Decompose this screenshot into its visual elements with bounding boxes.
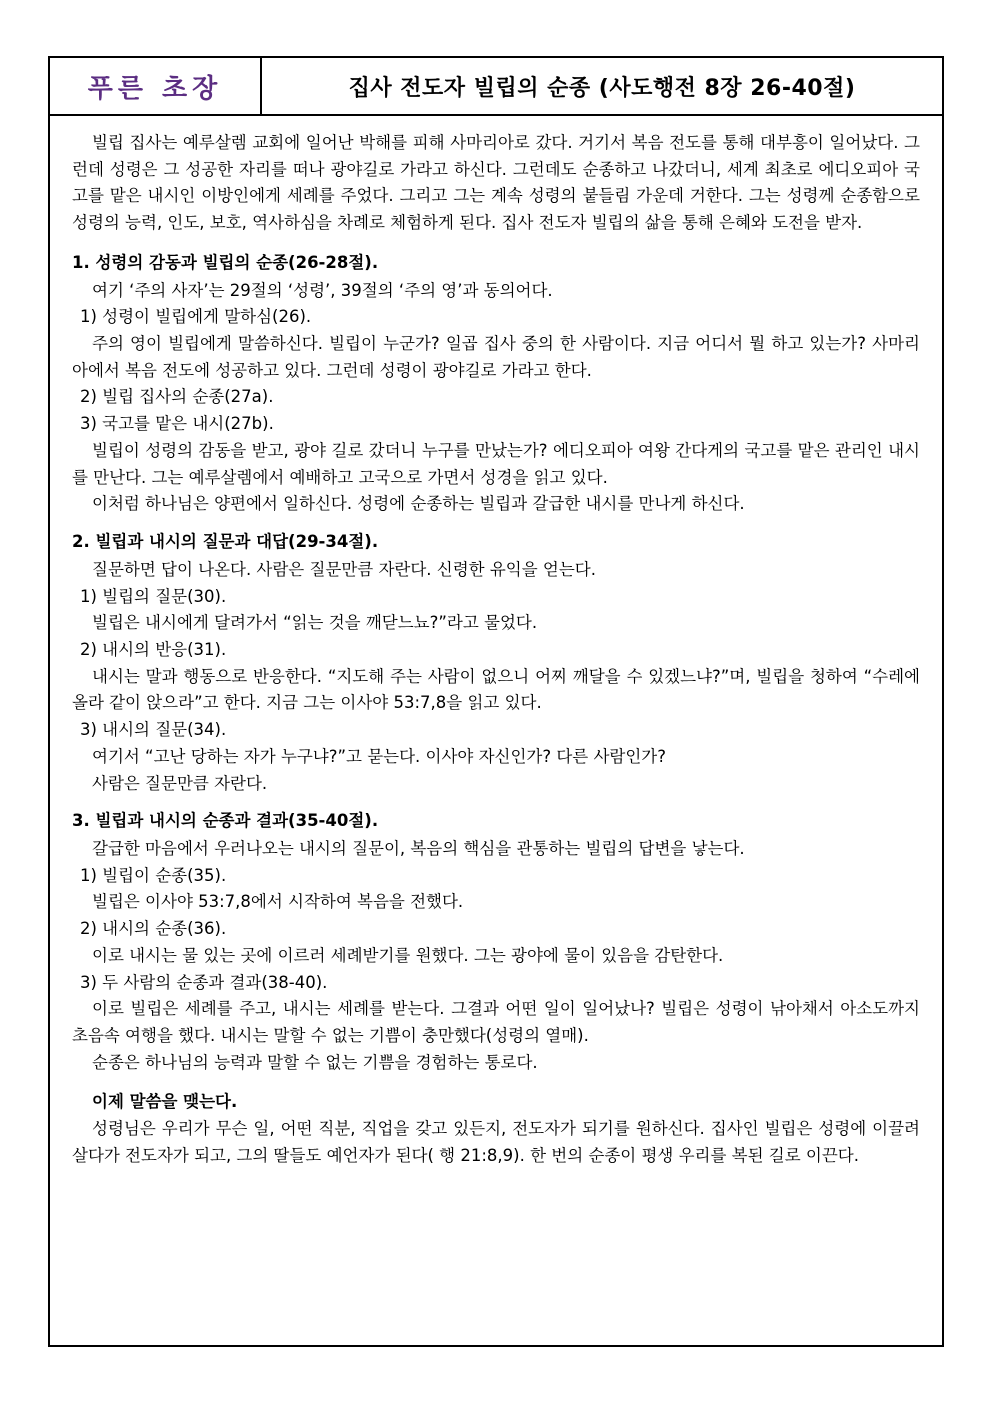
section-line: 여기 ‘주의 사자’는 29절의 ‘성령’, 39절의 ‘주의 영’과 동의어다. — [92, 280, 553, 300]
brand-title: 푸른 초장 — [87, 73, 223, 104]
document-header — [50, 58, 942, 116]
section-line: 1) 빌립의 질문(30). — [80, 586, 227, 606]
section-line: 순종은 하나님의 능력과 말할 수 없는 기쁨을 경험하는 통로다. — [92, 1052, 538, 1072]
section-heading: 3. 빌립과 내시의 순종과 결과(35-40절). — [72, 811, 379, 831]
brand-box — [50, 58, 262, 114]
section-line: 여기서 “고난 당하는 자가 누구냐?”고 묻는다. 이사야 자신인가? 다른 사람인가? — [92, 746, 666, 766]
section-line: 내시는 말과 행동으로 반응한다. “지도해 주는 사람이 없으니 어찌 깨달을 수 있겠느냐?”며, 빌립을 청하여 “수레에 올라 같이 앉으라”고 한다. 지금 그는 이사야 53:7,8을 읽고 있다. — [72, 666, 920, 713]
section-heading: 1. 성령의 감동과 빌립의 순종(26-28절). — [72, 252, 379, 272]
section-line: 3) 내시의 질문(34). — [80, 720, 227, 740]
section-line: 3) 두 사람의 순종과 결과(38-40). — [80, 972, 328, 992]
closing-paragraph: 성령님은 우리가 무슨 일, 어떤 직분, 직업을 갖고 있든지, 전도자가 되기를 원하신다. 집사인 빌립은 성령에 이끌려 살다가 전도자가 되고, 그의 딸들도 예언자가 된다( 행 21:8,9). 한 번의 순종이 평생 우리를 복된 길로 이끈다. — [72, 1119, 920, 1165]
section-line: 1) 빌립이 순종(35). — [80, 865, 227, 885]
section-line: 2) 내시의 순종(36). — [80, 919, 227, 939]
section-line: 빌립이 성령의 감동을 받고, 광야 길로 갔더니 누구를 만났는가? 에디오피아 여왕 간다게의 국고를 맡은 관리인 내시를 만난다. 그는 예루살렘에서 예배하고 고국으로 가면서 성경을 읽고 있다. — [72, 440, 920, 487]
section-line: 빌립은 내시에게 달려가서 “읽는 것을 깨닫느뇨?”라고 물었다. — [92, 613, 538, 633]
section-line: 갈급한 마음에서 우러나오는 내시의 질문이, 복음의 핵심을 관통하는 빌립의 답변을 낳는다. — [92, 838, 745, 858]
section-line: 2) 빌립 집사의 순종(27a). — [80, 387, 274, 407]
section-line: 이로 내시는 물 있는 곳에 이르러 세례받기를 원했다. 그는 광야에 물이 있음을 감탄한다. — [92, 945, 724, 965]
page-title: 집사 전도자 빌립의 순종 (사도행전 8장 26-40절) — [348, 75, 856, 101]
section-line: 주의 영이 빌립에게 말씀하신다. 빌립이 누군가? 일곱 집사 중의 한 사람이다. 지금 어디서 뭘 하고 있는가? 사마리아에서 복음 전도에 성공하고 있다. 그런데 성령이 광야길로 가라고 한다. — [72, 334, 920, 380]
section-line: 2) 내시의 반응(31). — [80, 639, 227, 659]
section-line: 이로 빌립은 세례를 주고, 내시는 세례를 받는다. 그결과 어떤 일이 일어났나? 빌립은 성령이 낚아채서 아소도까지 초음속 여행을 했다. 내시는 말할 수 없는 기쁨이 충만했다(성령의 열매). — [72, 999, 920, 1045]
document-sheet — [48, 56, 944, 1347]
section-line: 질문하면 답이 나온다. 사람은 질문만큼 자란다. 신령한 유익을 얻는다. — [92, 559, 596, 579]
section-heading: 2. 빌립과 내시의 질문과 대답(29-34절). — [72, 532, 379, 552]
section-line: 이처럼 하나님은 양편에서 일하신다. 성령에 순종하는 빌립과 갈급한 내시를 만나게 하신다. — [92, 494, 745, 514]
intro-paragraph: 빌립 집사는 예루살렘 교회에 일어난 박해를 피해 사마리아로 갔다. 거기서 복음 전도를 통해 대부흥이 일어났다. 그런데 성령은 그 성공한 자리를 떠나 광야길로 가라고 하신다. 그런데도 순종하고 나갔더니, 세계 최초로 에디오피아 국고를 맡은 내시인 이방인에게 세례를 주었다. 그리고 그는 계속 성령의 붙들림 가운데 거한다. 그는 성령께 순종함으로 성령의 능력, 인도, 보호, 역사하심을 차례로 체험하게 된다. 집사 전도자 빌립의 삶을 통해 은혜와 도전을 받자. — [72, 133, 920, 233]
section-line: 3) 국고를 맡은 내시(27b). — [80, 414, 274, 434]
section-line: 빌립은 이사야 53:7,8에서 시작하여 복음을 전했다. — [92, 892, 464, 912]
closing-heading: 이제 말씀을 맺는다. — [92, 1092, 238, 1112]
section-line: 사람은 질문만큼 자란다. — [92, 773, 268, 793]
document-body — [50, 116, 942, 1345]
section-line: 1) 성령이 빌립에게 말하심(26). — [80, 307, 312, 327]
